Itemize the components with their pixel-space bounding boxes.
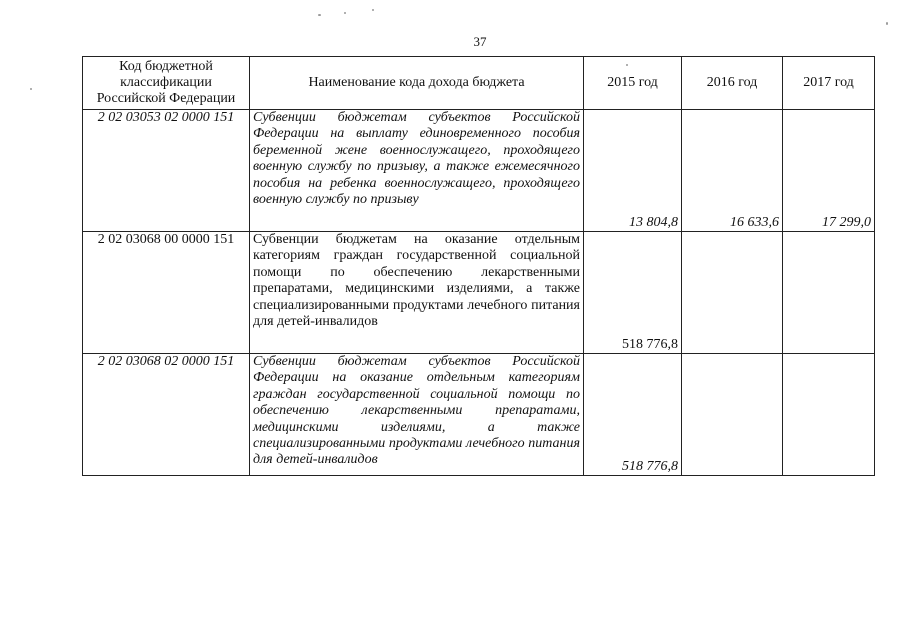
- row-code: 2 02 03068 02 0000 151: [83, 354, 250, 476]
- row-value-2017: 17 299,0: [783, 110, 875, 232]
- table-header-row: [83, 57, 875, 110]
- row-name: Субвенции бюджетам на оказание отдельным категориям граждан государственной социальной помощи по обеспечению лекарственными препаратами, медицинскими изделиями, а также специализированными продуктами лечебного питания для детей-инвалидов: [250, 232, 584, 354]
- header-2015: 2015 год: [584, 57, 682, 110]
- row-name: Субвенции бюджетам субъектов Российской Федерации на выплату единовременного пособия беременной жене военнослужащего, проходящего военную службу по призыву, а также ежемесячного пособия на ребенка военнослужащего, проходящего военную службу по призыву: [250, 110, 584, 232]
- row-value-2016: [682, 232, 783, 354]
- scan-speck: [344, 12, 346, 14]
- header-2017: 2017 год: [783, 57, 875, 110]
- row-value-2017: [783, 354, 875, 476]
- table-row: [83, 110, 875, 232]
- table-row: [83, 354, 875, 476]
- scan-speck: [318, 14, 321, 16]
- scan-speck: [30, 88, 32, 90]
- scan-speck: [372, 9, 374, 11]
- row-value-2016: [682, 354, 783, 476]
- scan-speck: [886, 22, 888, 25]
- row-value-2015: 518 776,8: [584, 354, 682, 476]
- page-number: 37: [473, 34, 487, 49]
- header-code: Код бюджетной классификации Российской Федерации: [83, 57, 250, 110]
- row-value-2017: [783, 232, 875, 354]
- header-2016: 2016 год: [682, 57, 783, 110]
- table-row: [83, 232, 875, 354]
- row-code: 2 02 03053 02 0000 151: [83, 110, 250, 232]
- budget-income-table: [82, 56, 875, 476]
- row-name: Субвенции бюджетам субъектов Российской Федерации на оказание отдельным категориям граждан государственной социальной помощи по обеспечению лекарственными препаратами, медицинскими изделиями, а также специализированными продуктами лечебного питания для детей-инвалидов: [250, 354, 584, 476]
- header-name: Наименование кода дохода бюджета: [250, 57, 584, 110]
- row-value-2015: 13 804,8: [584, 110, 682, 232]
- row-value-2016: 16 633,6: [682, 110, 783, 232]
- row-value-2015: 518 776,8: [584, 232, 682, 354]
- row-code: 2 02 03068 00 0000 151: [83, 232, 250, 354]
